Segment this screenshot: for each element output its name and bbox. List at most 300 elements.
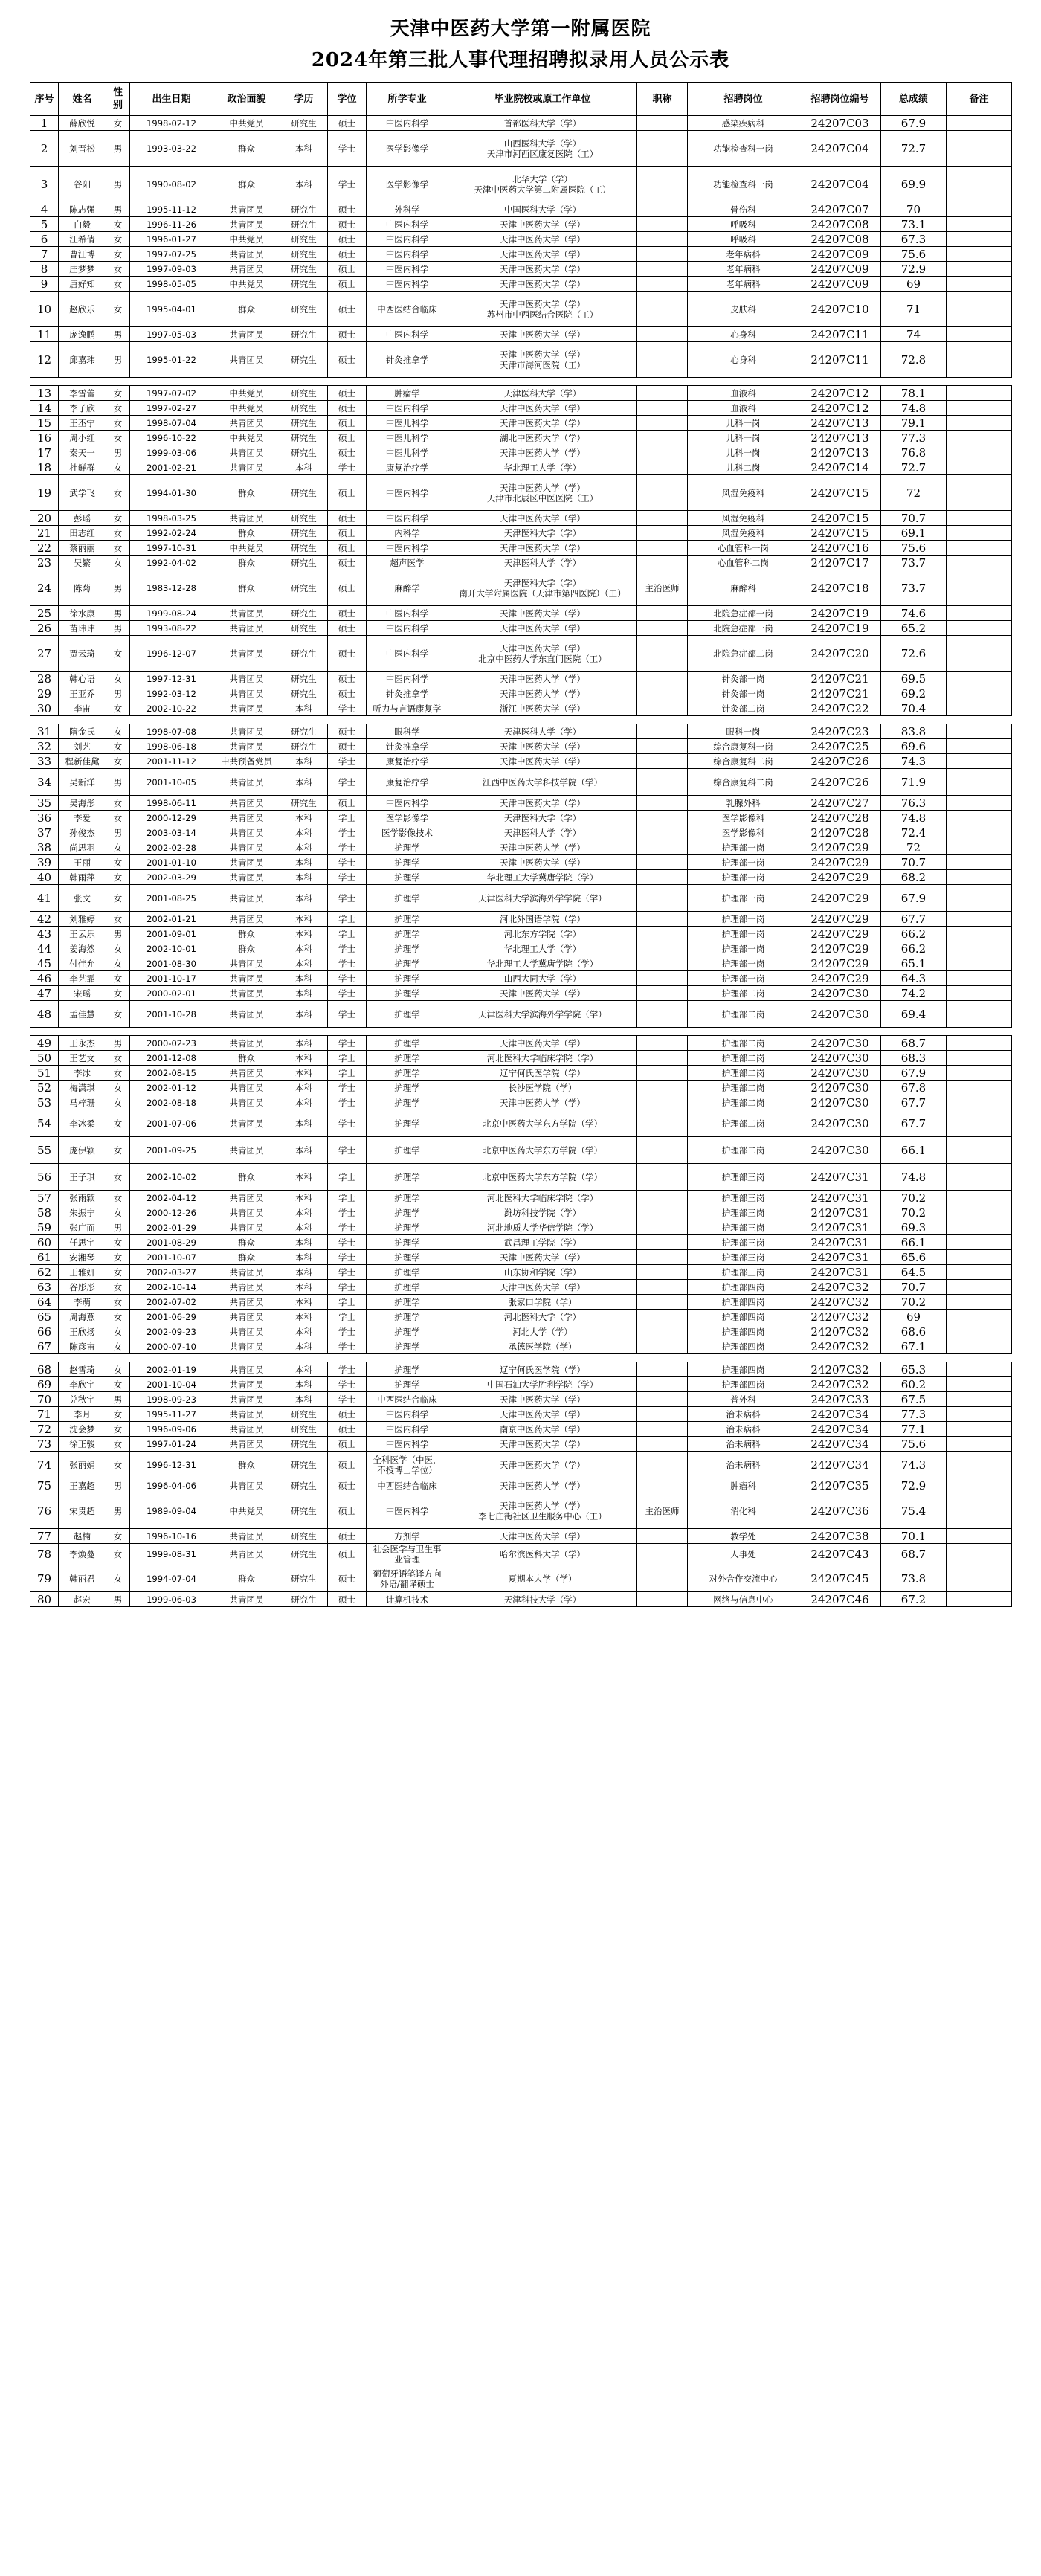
col-major-cell: 中医内科学 bbox=[367, 621, 448, 636]
col-title-cell bbox=[637, 1422, 688, 1437]
col-degree-cell: 硕士 bbox=[328, 724, 367, 739]
col-major-cell: 护理学 bbox=[367, 956, 448, 971]
col-birthdate-cell: 2001-10-17 bbox=[130, 971, 213, 986]
col-remark-cell bbox=[947, 1544, 1012, 1565]
col-total-score-cell: 69.5 bbox=[881, 672, 947, 686]
col-degree-header: 学位 bbox=[328, 83, 367, 116]
col-gender-cell: 男 bbox=[106, 1220, 130, 1235]
table-row bbox=[30, 1407, 1012, 1422]
col-gender-cell: 女 bbox=[106, 1565, 130, 1592]
col-gender-cell: 女 bbox=[106, 870, 130, 885]
col-title-cell bbox=[637, 445, 688, 460]
col-birthdate-cell: 2002-01-19 bbox=[130, 1362, 213, 1377]
col-degree-cell: 硕士 bbox=[328, 1407, 367, 1422]
col-birthdate-cell: 1998-02-12 bbox=[130, 116, 213, 131]
col-political-status-cell: 共青团员 bbox=[213, 1544, 280, 1565]
col-total-score-cell: 66.2 bbox=[881, 927, 947, 941]
col-remark-cell bbox=[947, 754, 1012, 769]
col-education-cell: 本科 bbox=[280, 1295, 328, 1310]
col-degree-cell: 学士 bbox=[328, 1164, 367, 1191]
col-remark-cell bbox=[947, 475, 1012, 511]
col-total-score-cell: 76.3 bbox=[881, 796, 947, 811]
col-birthdate-cell: 2002-10-22 bbox=[130, 701, 213, 716]
col-degree-cell: 硕士 bbox=[328, 556, 367, 570]
col-title-cell bbox=[637, 1191, 688, 1205]
col-position-cell: 护理部一岗 bbox=[688, 941, 799, 956]
col-total-score-cell: 68.7 bbox=[881, 1036, 947, 1051]
col-political-status-cell: 共青团员 bbox=[213, 885, 280, 912]
col-education-cell: 本科 bbox=[280, 1051, 328, 1066]
col-major-cell: 护理学 bbox=[367, 870, 448, 885]
table-row bbox=[30, 1565, 1012, 1592]
col-gender-cell: 女 bbox=[106, 475, 130, 511]
col-index-cell: 80 bbox=[30, 1592, 59, 1607]
col-index-cell: 18 bbox=[30, 460, 59, 475]
col-position-cell: 护理部四岗 bbox=[688, 1362, 799, 1377]
col-total-score-cell: 74.3 bbox=[881, 754, 947, 769]
col-major-cell: 中医内科学 bbox=[367, 277, 448, 292]
col-position-code-cell: 24207C32 bbox=[799, 1377, 881, 1392]
col-position-cell: 护理部四岗 bbox=[688, 1295, 799, 1310]
col-title-cell bbox=[637, 1544, 688, 1565]
col-title-cell bbox=[637, 1081, 688, 1095]
col-education-cell: 本科 bbox=[280, 1191, 328, 1205]
col-title-cell bbox=[637, 232, 688, 247]
col-total-score-cell: 67.9 bbox=[881, 116, 947, 131]
col-birthdate-cell: 2002-01-21 bbox=[130, 912, 213, 927]
col-major-cell: 中西医结合临床 bbox=[367, 292, 448, 327]
col-birthdate-cell: 2000-12-26 bbox=[130, 1205, 213, 1220]
col-index-cell: 57 bbox=[30, 1191, 59, 1205]
col-name-cell: 吴繁 bbox=[59, 556, 106, 570]
col-major-cell: 护理学 bbox=[367, 1110, 448, 1137]
col-education-cell: 本科 bbox=[280, 1001, 328, 1028]
col-total-score-cell: 68.6 bbox=[881, 1324, 947, 1339]
col-school-or-employer-cell: 河北东方学院（学） bbox=[448, 927, 637, 941]
col-title-cell bbox=[637, 556, 688, 570]
col-degree-cell: 学士 bbox=[328, 1110, 367, 1137]
col-gender-cell: 女 bbox=[106, 1205, 130, 1220]
col-political-status-cell: 共青团员 bbox=[213, 739, 280, 754]
col-position-code-cell: 24207C29 bbox=[799, 956, 881, 971]
col-remark-cell bbox=[947, 327, 1012, 342]
table-row bbox=[30, 1280, 1012, 1295]
col-position-code-cell: 24207C45 bbox=[799, 1565, 881, 1592]
col-birthdate-cell: 1998-09-23 bbox=[130, 1392, 213, 1407]
col-position-cell: 护理部一岗 bbox=[688, 956, 799, 971]
col-position-cell: 心血管科二岗 bbox=[688, 556, 799, 570]
col-degree-cell: 学士 bbox=[328, 941, 367, 956]
col-school-or-employer-cell: 山西大同大学（学） bbox=[448, 971, 637, 986]
col-degree-cell: 硕士 bbox=[328, 386, 367, 401]
col-remark-cell bbox=[947, 116, 1012, 131]
col-position-cell: 对外合作交流中心 bbox=[688, 1565, 799, 1592]
col-school-or-employer-cell: 华北理工大学（学） bbox=[448, 941, 637, 956]
col-gender-cell: 女 bbox=[106, 1235, 130, 1250]
col-position-cell: 心身科 bbox=[688, 342, 799, 378]
col-degree-cell: 硕士 bbox=[328, 1437, 367, 1452]
col-political-status-cell: 共青团员 bbox=[213, 1437, 280, 1452]
col-total-score-cell: 69.2 bbox=[881, 686, 947, 701]
col-position-cell: 眼科一岗 bbox=[688, 724, 799, 739]
col-position-cell: 护理部三岗 bbox=[688, 1265, 799, 1280]
col-name-cell: 王欣扬 bbox=[59, 1324, 106, 1339]
col-position-code-cell: 24207C09 bbox=[799, 262, 881, 277]
col-major-cell: 计算机技术 bbox=[367, 1592, 448, 1607]
table-row bbox=[30, 445, 1012, 460]
col-education-cell: 研究生 bbox=[280, 247, 328, 262]
col-school-or-employer-cell: 长沙医学院（学） bbox=[448, 1081, 637, 1095]
col-index-cell: 28 bbox=[30, 672, 59, 686]
col-total-score-cell: 74.8 bbox=[881, 1164, 947, 1191]
col-index-cell: 36 bbox=[30, 811, 59, 825]
col-name-cell: 马梓珊 bbox=[59, 1095, 106, 1110]
table-row bbox=[30, 167, 1012, 202]
col-position-code-cell: 24207C29 bbox=[799, 840, 881, 855]
col-education-cell: 研究生 bbox=[280, 445, 328, 460]
col-total-score-cell: 75.6 bbox=[881, 541, 947, 556]
col-major-cell: 眼科学 bbox=[367, 724, 448, 739]
col-position-cell: 风湿免疫科 bbox=[688, 475, 799, 511]
col-birthdate-cell: 2002-04-12 bbox=[130, 1191, 213, 1205]
col-political-status-cell: 共青团员 bbox=[213, 1280, 280, 1295]
col-gender-cell: 女 bbox=[106, 1295, 130, 1310]
col-political-status-cell: 群众 bbox=[213, 556, 280, 570]
col-gender-cell: 男 bbox=[106, 769, 130, 796]
table-row bbox=[30, 1529, 1012, 1544]
col-position-code-cell: 24207C13 bbox=[799, 416, 881, 431]
col-school-or-employer-cell: 承德医学院（学） bbox=[448, 1339, 637, 1354]
col-gender-cell: 女 bbox=[106, 217, 130, 232]
col-position-code-cell: 24207C09 bbox=[799, 247, 881, 262]
col-position-code-cell: 24207C26 bbox=[799, 769, 881, 796]
col-total-score-cell: 67.9 bbox=[881, 1066, 947, 1081]
col-position-cell: 护理部二岗 bbox=[688, 1137, 799, 1164]
col-degree-cell: 硕士 bbox=[328, 262, 367, 277]
col-gender-cell: 女 bbox=[106, 1095, 130, 1110]
col-major-cell: 针灸推拿学 bbox=[367, 686, 448, 701]
col-gender-cell: 女 bbox=[106, 1110, 130, 1137]
col-title-cell bbox=[637, 796, 688, 811]
col-gender-cell: 女 bbox=[106, 1051, 130, 1066]
col-education-cell: 研究生 bbox=[280, 1437, 328, 1452]
col-index-cell: 55 bbox=[30, 1137, 59, 1164]
col-birthdate-cell: 2002-09-23 bbox=[130, 1324, 213, 1339]
col-school-or-employer-cell: 天津中医药大学（学） bbox=[448, 1280, 637, 1295]
col-title-cell bbox=[637, 1164, 688, 1191]
col-political-status-cell: 中共党员 bbox=[213, 541, 280, 556]
col-index-cell: 56 bbox=[30, 1164, 59, 1191]
col-gender-cell: 女 bbox=[106, 636, 130, 672]
col-title-cell bbox=[637, 1362, 688, 1377]
col-education-cell: 研究生 bbox=[280, 621, 328, 636]
col-political-status-cell: 共青团员 bbox=[213, 460, 280, 475]
col-position-cell: 皮肤科 bbox=[688, 292, 799, 327]
col-index-cell: 52 bbox=[30, 1081, 59, 1095]
col-degree-cell: 学士 bbox=[328, 1220, 367, 1235]
col-total-score-cell: 73.1 bbox=[881, 217, 947, 232]
col-name-cell: 庞逸鹏 bbox=[59, 327, 106, 342]
col-major-cell: 护理学 bbox=[367, 885, 448, 912]
col-name-cell: 秦天一 bbox=[59, 445, 106, 460]
col-position-cell: 北院急症部一岗 bbox=[688, 606, 799, 621]
col-name-cell: 兑秋宇 bbox=[59, 1392, 106, 1407]
col-position-cell: 血液科 bbox=[688, 386, 799, 401]
col-title-cell bbox=[637, 1110, 688, 1137]
col-title-cell bbox=[637, 621, 688, 636]
col-gender-cell: 女 bbox=[106, 941, 130, 956]
col-education-cell: 本科 bbox=[280, 1205, 328, 1220]
col-education-cell: 研究生 bbox=[280, 511, 328, 526]
col-name-cell: 王雅妍 bbox=[59, 1265, 106, 1280]
col-remark-cell bbox=[947, 131, 1012, 167]
col-remark-cell bbox=[947, 1392, 1012, 1407]
col-birthdate-cell: 1997-02-27 bbox=[130, 401, 213, 416]
col-position-code-cell: 24207C31 bbox=[799, 1164, 881, 1191]
col-birthdate-cell: 1995-01-22 bbox=[130, 342, 213, 378]
col-position-cell: 护理部三岗 bbox=[688, 1220, 799, 1235]
col-school-or-employer-cell: 河北外国语学院（学） bbox=[448, 912, 637, 927]
col-education-cell: 研究生 bbox=[280, 1478, 328, 1493]
col-education-cell: 本科 bbox=[280, 460, 328, 475]
col-major-cell: 中医内科学 bbox=[367, 475, 448, 511]
col-index-cell: 62 bbox=[30, 1265, 59, 1280]
col-position-code-cell: 24207C17 bbox=[799, 556, 881, 570]
col-degree-cell: 硕士 bbox=[328, 217, 367, 232]
col-title-cell: 主治医师 bbox=[637, 570, 688, 606]
col-title-cell bbox=[637, 386, 688, 401]
table-row bbox=[30, 1137, 1012, 1164]
col-index-cell: 61 bbox=[30, 1250, 59, 1265]
col-total-score-cell: 67.1 bbox=[881, 1339, 947, 1354]
col-school-or-employer-cell: 华北理工大学冀唐学院（学） bbox=[448, 956, 637, 971]
col-total-score-cell: 66.1 bbox=[881, 1235, 947, 1250]
col-gender-cell: 女 bbox=[106, 116, 130, 131]
col-major-cell: 中医内科学 bbox=[367, 636, 448, 672]
col-education-cell: 本科 bbox=[280, 927, 328, 941]
col-index-cell: 71 bbox=[30, 1407, 59, 1422]
col-birthdate-cell: 1996-11-26 bbox=[130, 217, 213, 232]
col-gender-cell: 女 bbox=[106, 556, 130, 570]
col-name-cell: 白毅 bbox=[59, 217, 106, 232]
col-degree-cell: 学士 bbox=[328, 754, 367, 769]
col-education-cell: 研究生 bbox=[280, 416, 328, 431]
col-education-cell: 研究生 bbox=[280, 672, 328, 686]
col-education-cell: 研究生 bbox=[280, 232, 328, 247]
col-position-cell: 护理部四岗 bbox=[688, 1377, 799, 1392]
col-position-cell: 护理部四岗 bbox=[688, 1324, 799, 1339]
col-birthdate-cell: 1992-04-02 bbox=[130, 556, 213, 570]
col-remark-cell bbox=[947, 1220, 1012, 1235]
col-position-code-cell: 24207C18 bbox=[799, 570, 881, 606]
table-row bbox=[30, 986, 1012, 1001]
col-birthdate-cell: 1997-09-03 bbox=[130, 262, 213, 277]
table-row bbox=[30, 292, 1012, 327]
col-remark-cell bbox=[947, 342, 1012, 378]
col-school-or-employer-cell: 张家口学院（学） bbox=[448, 1295, 637, 1310]
col-title-cell bbox=[637, 416, 688, 431]
col-gender-cell: 女 bbox=[106, 672, 130, 686]
col-degree-cell: 学士 bbox=[328, 460, 367, 475]
col-major-cell: 中西医结合临床 bbox=[367, 1392, 448, 1407]
col-major-cell: 超声医学 bbox=[367, 556, 448, 570]
col-remark-cell bbox=[947, 941, 1012, 956]
col-total-score-cell: 67.7 bbox=[881, 1110, 947, 1137]
col-position-cell: 心血管科一岗 bbox=[688, 541, 799, 556]
col-major-cell: 护理学 bbox=[367, 1295, 448, 1310]
table-row bbox=[30, 606, 1012, 621]
col-political-status-cell: 共青团员 bbox=[213, 724, 280, 739]
col-remark-cell bbox=[947, 202, 1012, 217]
col-major-cell: 针灸推拿学 bbox=[367, 739, 448, 754]
col-education-cell: 研究生 bbox=[280, 475, 328, 511]
col-education-cell: 研究生 bbox=[280, 1422, 328, 1437]
col-gender-cell: 男 bbox=[106, 1392, 130, 1407]
col-index-cell: 54 bbox=[30, 1110, 59, 1137]
col-birthdate-cell: 1993-03-22 bbox=[130, 131, 213, 167]
group-separator bbox=[30, 1354, 1012, 1362]
col-total-score-cell: 72.4 bbox=[881, 825, 947, 840]
col-education-cell: 本科 bbox=[280, 1066, 328, 1081]
col-political-status-cell: 中共党员 bbox=[213, 1493, 280, 1529]
col-gender-cell: 女 bbox=[106, 1324, 130, 1339]
col-index-cell: 6 bbox=[30, 232, 59, 247]
table-row bbox=[30, 1452, 1012, 1478]
col-title-cell bbox=[637, 1001, 688, 1028]
col-total-score-cell: 66.1 bbox=[881, 1137, 947, 1164]
col-name-cell: 王永杰 bbox=[59, 1036, 106, 1051]
col-title-cell bbox=[637, 1407, 688, 1422]
col-remark-cell bbox=[947, 1095, 1012, 1110]
col-political-status-cell: 共青团员 bbox=[213, 701, 280, 716]
col-position-cell: 护理部三岗 bbox=[688, 1164, 799, 1191]
col-gender-cell: 女 bbox=[106, 277, 130, 292]
col-birthdate-cell: 2001-09-01 bbox=[130, 927, 213, 941]
col-name-cell: 李萌 bbox=[59, 1295, 106, 1310]
col-education-cell: 本科 bbox=[280, 971, 328, 986]
col-degree-cell: 学士 bbox=[328, 1051, 367, 1066]
col-title-cell bbox=[637, 202, 688, 217]
col-major-cell: 护理学 bbox=[367, 1235, 448, 1250]
col-birthdate-cell: 2002-02-28 bbox=[130, 840, 213, 855]
col-school-or-employer-cell: 夏期本大学（学） bbox=[448, 1565, 637, 1592]
col-political-status-cell: 群众 bbox=[213, 1565, 280, 1592]
col-school-or-employer-cell: 天津中医药大学（学） 天津市北辰区中医医院（工） bbox=[448, 475, 637, 511]
col-total-score-cell: 67.2 bbox=[881, 1592, 947, 1607]
col-position-code-cell: 24207C13 bbox=[799, 445, 881, 460]
col-title-cell bbox=[637, 327, 688, 342]
col-political-status-cell: 共青团员 bbox=[213, 1001, 280, 1028]
col-name-cell: 梅潇琪 bbox=[59, 1081, 106, 1095]
col-position-cell: 护理部三岗 bbox=[688, 1191, 799, 1205]
col-remark-cell bbox=[947, 1280, 1012, 1295]
col-remark-cell bbox=[947, 570, 1012, 606]
col-degree-cell: 学士 bbox=[328, 1095, 367, 1110]
col-index-cell: 64 bbox=[30, 1295, 59, 1310]
col-major-cell: 护理学 bbox=[367, 855, 448, 870]
col-position-cell: 护理部一岗 bbox=[688, 885, 799, 912]
col-remark-cell bbox=[947, 927, 1012, 941]
col-total-score-cell: 64.3 bbox=[881, 971, 947, 986]
col-school-or-employer-cell: 武昌理工学院（学） bbox=[448, 1235, 637, 1250]
col-birthdate-cell: 2000-02-01 bbox=[130, 986, 213, 1001]
col-index-cell: 20 bbox=[30, 511, 59, 526]
col-remark-cell bbox=[947, 541, 1012, 556]
col-position-code-cell: 24207C14 bbox=[799, 460, 881, 475]
col-major-cell: 葡萄牙语笔译方向外语/翻译硕士 bbox=[367, 1565, 448, 1592]
col-total-score-cell: 67.3 bbox=[881, 232, 947, 247]
col-total-score-cell: 65.1 bbox=[881, 956, 947, 971]
col-birthdate-cell: 1998-07-04 bbox=[130, 416, 213, 431]
col-position-code-cell: 24207C38 bbox=[799, 1529, 881, 1544]
col-political-status-cell: 群众 bbox=[213, 526, 280, 541]
col-index-cell: 78 bbox=[30, 1544, 59, 1565]
col-major-cell: 麻醉学 bbox=[367, 570, 448, 606]
col-position-code-cell: 24207C35 bbox=[799, 1478, 881, 1493]
col-total-score-cell: 79.1 bbox=[881, 416, 947, 431]
col-education-cell: 研究生 bbox=[280, 526, 328, 541]
col-birthdate-cell: 1995-11-12 bbox=[130, 202, 213, 217]
col-title-cell bbox=[637, 511, 688, 526]
col-total-score-cell: 69.1 bbox=[881, 526, 947, 541]
col-total-score-cell: 70.2 bbox=[881, 1295, 947, 1310]
col-major-cell: 中医内科学 bbox=[367, 232, 448, 247]
col-birthdate-cell: 2002-01-29 bbox=[130, 1220, 213, 1235]
table-row bbox=[30, 1250, 1012, 1265]
col-name-cell: 唐好知 bbox=[59, 277, 106, 292]
table-row bbox=[30, 870, 1012, 885]
document-title-line-2: 2024年第三批人事代理招聘拟录用人员公示表 bbox=[311, 49, 730, 71]
col-total-score-cell: 70 bbox=[881, 202, 947, 217]
col-index-cell: 3 bbox=[30, 167, 59, 202]
col-gender-cell: 女 bbox=[106, 511, 130, 526]
col-remark-cell bbox=[947, 840, 1012, 855]
col-gender-cell: 女 bbox=[106, 1452, 130, 1478]
col-degree-cell: 硕士 bbox=[328, 796, 367, 811]
col-major-cell: 护理学 bbox=[367, 1205, 448, 1220]
col-political-status-cell: 共青团员 bbox=[213, 986, 280, 1001]
table-row bbox=[30, 1265, 1012, 1280]
col-position-cell: 功能检查科一岗 bbox=[688, 131, 799, 167]
col-remark-cell bbox=[947, 686, 1012, 701]
col-gender-cell: 女 bbox=[106, 701, 130, 716]
col-school-or-employer-cell: 北京中医药大学东方学院（学） bbox=[448, 1164, 637, 1191]
col-school-or-employer-cell: 天津中医药大学（学） bbox=[448, 672, 637, 686]
col-birthdate-cell: 2001-10-28 bbox=[130, 1001, 213, 1028]
col-position-code-cell: 24207C46 bbox=[799, 1592, 881, 1607]
col-title-cell bbox=[637, 1324, 688, 1339]
col-index-cell: 44 bbox=[30, 941, 59, 956]
col-degree-cell: 硕士 bbox=[328, 327, 367, 342]
col-major-cell: 护理学 bbox=[367, 986, 448, 1001]
col-remark-cell bbox=[947, 1265, 1012, 1280]
col-name-cell: 田志红 bbox=[59, 526, 106, 541]
col-education-cell: 本科 bbox=[280, 870, 328, 885]
col-major-cell: 中医内科学 bbox=[367, 1422, 448, 1437]
col-birthdate-cell: 1996-10-16 bbox=[130, 1529, 213, 1544]
col-education-cell: 本科 bbox=[280, 1036, 328, 1051]
col-index-cell: 23 bbox=[30, 556, 59, 570]
col-position-cell: 儿科二岗 bbox=[688, 460, 799, 475]
col-remark-cell bbox=[947, 672, 1012, 686]
col-school-or-employer-cell: 天津中医药大学（学） bbox=[448, 1250, 637, 1265]
col-major-cell: 护理学 bbox=[367, 1164, 448, 1191]
col-index-cell: 11 bbox=[30, 327, 59, 342]
col-position-cell: 护理部二岗 bbox=[688, 1051, 799, 1066]
col-school-or-employer-cell: 天津医科大学（学） bbox=[448, 556, 637, 570]
col-title-cell: 主治医师 bbox=[637, 1493, 688, 1529]
col-degree-cell: 硕士 bbox=[328, 511, 367, 526]
